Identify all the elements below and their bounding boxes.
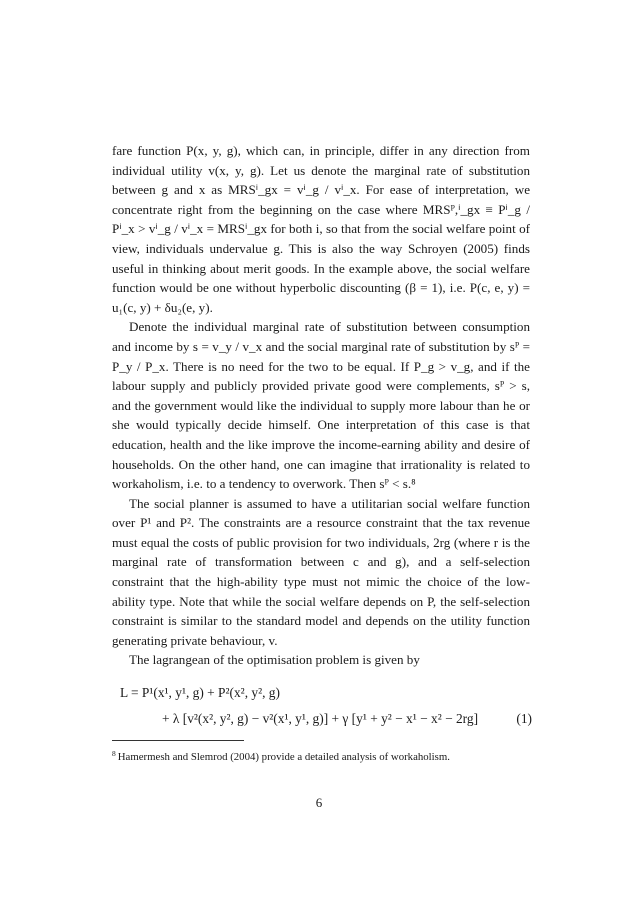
footnote <box>112 747 530 764</box>
paragraph-marginal-rate: Denote the individual marginal rate of substitution between consumption and income by s = v_y / v_x and the social marginal rate of substitution by sᴾ = P_y / P_x. There is no need for the two to be equal. If P_g > v_g, and if the labour supply and publicly provided private good were complements, sᴾ > s, and the government would like the individual to supply more labour than he or she would typically decide himself. One interpretation of this case is that education, health and the like improve the income-earning ability and desire of households. On the other hand, one can imagine that irrationality is related to workaholism, i.e. to a tendency to overwork. Then sᴾ < s.⁸ <box>112 319 530 492</box>
footnote-mark: 8 <box>112 749 116 758</box>
equation-line-2 <box>120 711 532 727</box>
equation-line-2-text: + λ [v²(x², y², g) − v²(x¹, y¹, g)] + γ [y¹ + y² − x¹ − x² − 2rg] <box>162 711 479 726</box>
footnote-rule <box>112 740 244 741</box>
paragraph-welfare-function: fare function P(x, y, g), which can, in principle, differ in any direction from individual utility v(x, y, g). Let us denote the marginal rate of substitution between g and x as MRSⁱ_gx = vⁱ_g / vⁱ_x. For ease of interpretation, we concentrate right from the beginning on the case where MRSᴾ,ⁱ_gx ≡ Pⁱ_g / Pⁱ_x > vⁱ_g / vⁱ_x = MRSⁱ_gx for both i, so that from the social welfare point of view, individuals undervalue g. This is also the way Schroyen (2005) finds useful in thinking about merit goods. In the example above, the social welfare function would be one without hyperbolic discounting (β = 1), i.e. P(c, e, y) = u₁(c, y) + δu₂(e, y). <box>112 143 530 315</box>
footnote-text: Hamermesh and Slemrod (2004) provide a detailed analysis of workaholism. <box>117 751 450 763</box>
paragraph-social-planner: The social planner is assumed to have a utilitarian social welfare function over P¹ and P². The constraints are a resource constraint that the tax revenue must equal the costs of public provision for two individuals, 2rg (where r is the marginal rate of transformation between c and g), and a self-selection constraint that the high-ability type must not mimic the choice of the low-ability type. Note that while the social welfare depends on P, the self-selection constraint is similar to the standard model and depends on the utility function generating private behaviour, v. <box>112 495 530 648</box>
page-number: 6 <box>315 795 323 810</box>
equation-line-1: L = P¹(x¹, y¹, g) + P²(x², y², g) <box>120 685 280 700</box>
paragraph-lagrangean-intro: The lagrangean of the optimisation problem is given by <box>129 652 420 668</box>
equation-number: (1) <box>516 711 532 726</box>
body-text <box>112 141 530 670</box>
